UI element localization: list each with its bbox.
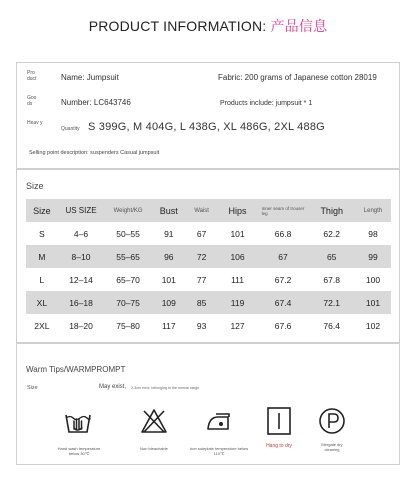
tips-title: Warm Tips/WARMPROMPT bbox=[26, 365, 126, 374]
cell-hips: 101 bbox=[230, 228, 245, 239]
cell-size: 2XL bbox=[34, 320, 50, 331]
cell-weight: 55–65 bbox=[104, 245, 152, 268]
cell-length: 98 bbox=[368, 228, 378, 239]
cell-us-size: 8–10 bbox=[58, 245, 105, 268]
cell-size: M bbox=[26, 245, 58, 268]
cell-us-size: 18–20 bbox=[69, 320, 93, 331]
col-weight: Weight/KG bbox=[104, 199, 152, 222]
col-inner-seam: Inner seam of trouser leg bbox=[258, 199, 309, 222]
cell-weight: 50–55 bbox=[116, 228, 140, 239]
hang-dry-caption: Hang to dry bbox=[266, 443, 292, 449]
cell-thigh: 72.1 bbox=[308, 291, 355, 314]
cell-waist: 85 bbox=[186, 291, 218, 314]
table-row bbox=[26, 245, 391, 268]
cell-size: S bbox=[39, 228, 45, 239]
fabric-text: Fabric: 200 grams of Japanese cotton 28019 bbox=[218, 73, 377, 82]
cell-inner-seam: 66.8 bbox=[274, 228, 292, 239]
tips-error-note: 2-3cm error, belonging to the normal range bbox=[131, 386, 200, 390]
cell-bust: 91 bbox=[164, 228, 174, 239]
product-includes: Products include: jumpsuit * 1 bbox=[220, 100, 313, 107]
col-thigh: Thigh bbox=[308, 199, 355, 222]
col-bust: Bust bbox=[152, 199, 186, 222]
iron-icon bbox=[204, 407, 234, 435]
cell-waist: 77 bbox=[196, 274, 207, 285]
cell-bust: 96 bbox=[152, 245, 186, 268]
cell-bust: 117 bbox=[162, 320, 176, 331]
cell-weight: 65–70 bbox=[116, 274, 140, 285]
cell-us-size: 16–18 bbox=[58, 291, 105, 314]
size-table-header bbox=[26, 199, 391, 222]
warm-tips-card bbox=[16, 343, 400, 465]
dry-clean-caption: Mergate dry cleaning bbox=[321, 442, 343, 452]
cell-size: XL bbox=[26, 291, 58, 314]
cell-size: L bbox=[39, 274, 45, 285]
col-hips: Hips bbox=[217, 199, 257, 222]
cell-hips: 119 bbox=[217, 291, 257, 314]
title-chinese: 产品信息 bbox=[270, 18, 328, 34]
col-us-size: US SIZE bbox=[58, 199, 105, 222]
size-table bbox=[26, 199, 391, 337]
cell-thigh: 76.4 bbox=[323, 320, 340, 331]
cell-hips: 111 bbox=[231, 274, 244, 285]
cell-hips: 106 bbox=[217, 245, 257, 268]
goods-label: Goo ds bbox=[27, 95, 37, 107]
cell-thigh: 67.8 bbox=[323, 274, 340, 285]
hand-wash-icon bbox=[63, 407, 93, 435]
product-name: Name: Jumpsuit bbox=[61, 73, 119, 82]
col-length: Length bbox=[355, 199, 391, 222]
cell-weight: 70–75 bbox=[104, 291, 152, 314]
cell-length: 100 bbox=[365, 274, 381, 285]
quantity-label: Quantity bbox=[61, 126, 80, 132]
tips-may-exist: May exist, bbox=[99, 384, 127, 390]
heavy-label: Heav y bbox=[27, 120, 43, 126]
selling-point: Selling point description: suspenders Casual jumpsuit bbox=[29, 150, 160, 156]
cell-hips: 127 bbox=[230, 320, 245, 331]
table-row bbox=[26, 222, 391, 245]
cell-inner-seam: 67.4 bbox=[258, 291, 309, 314]
cell-bust: 109 bbox=[152, 291, 186, 314]
dry-clean-icon bbox=[317, 406, 347, 436]
cell-thigh: 65 bbox=[308, 245, 355, 268]
iron-caption: Iron soleplate temperature below 110℃ bbox=[189, 446, 249, 456]
tips-size-label: Size bbox=[27, 385, 38, 391]
table-row bbox=[26, 314, 391, 337]
cell-waist: 67 bbox=[196, 228, 207, 239]
cell-weight: 75–80 bbox=[116, 320, 140, 331]
no-bleach-caption: Non bleachable bbox=[140, 446, 168, 451]
product-info-card bbox=[16, 62, 400, 169]
cell-length: 101 bbox=[355, 291, 391, 314]
table-row bbox=[26, 291, 391, 314]
cell-bust: 101 bbox=[161, 274, 176, 285]
cell-inner-seam: 67.2 bbox=[274, 274, 292, 285]
no-bleach-icon bbox=[139, 407, 169, 435]
table-row bbox=[26, 268, 391, 291]
cell-us-size: 4–6 bbox=[73, 228, 89, 239]
product-number: Number: LC643746 bbox=[61, 98, 131, 107]
col-waist: Waist bbox=[186, 199, 218, 222]
cell-inner-seam: 67.6 bbox=[274, 320, 292, 331]
title-english: PRODUCT INFORMATION: bbox=[88, 18, 271, 34]
size-chart-card bbox=[16, 169, 400, 343]
product-label: Pro duct bbox=[27, 70, 37, 82]
cell-waist: 93 bbox=[196, 320, 207, 331]
cell-thigh: 62.2 bbox=[323, 228, 340, 239]
cell-inner-seam: 67 bbox=[258, 245, 309, 268]
hang-dry-icon bbox=[266, 406, 292, 436]
weights-text: S 399G, M 404G, L 438G, XL 486G, 2XL 488G bbox=[88, 121, 325, 133]
col-size: Size bbox=[26, 199, 58, 222]
cell-us-size: 12–14 bbox=[69, 274, 93, 285]
cell-length: 99 bbox=[355, 245, 391, 268]
size-section-label: Size bbox=[26, 181, 44, 191]
page-title bbox=[0, 16, 416, 36]
cell-length: 102 bbox=[365, 320, 381, 331]
cell-waist: 72 bbox=[186, 245, 218, 268]
hand-wash-caption: Hand wash temperature below 30℃ bbox=[57, 446, 101, 456]
